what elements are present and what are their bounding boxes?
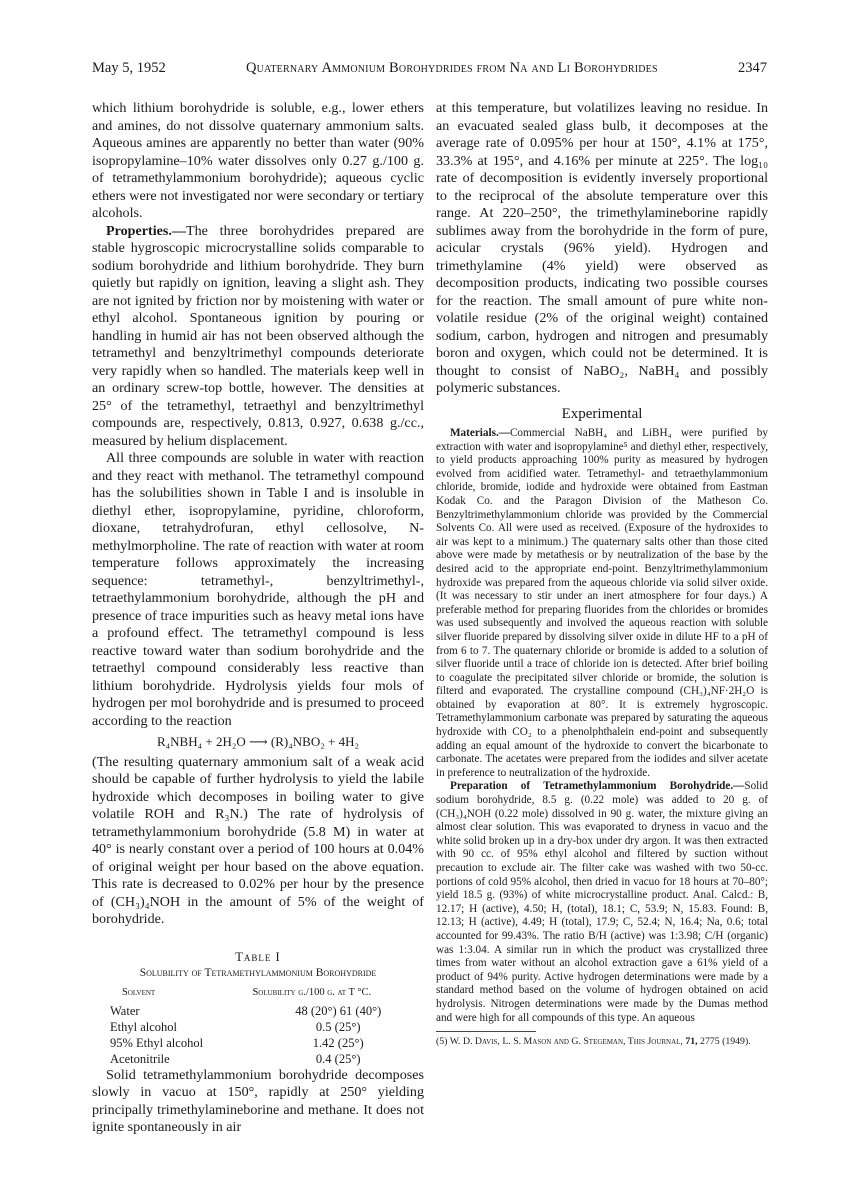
- materials-text: Commercial NaBH₄ and LiBH₄ were purified by extraction with water and isopropylamine⁵ and diethyl ether, respectively, to yield products approaching 100% purity as measured by hydrogen evolved from acidified water. Tetramethyl- and tetraethylammonium chloride, bromide, iodide and hydroxide were obtained from Eastman Kodak Co. and the Paragon Division of the Matheson Co. Benzyltrimethylammonium chloride was provided by the Commercial Solvents Co. All were used as received. (Exposure of the hydroxides to air was kept to a minimum.) The quaternary salts other than those cited above were made by metathesis or by neutralization of the base by the desired acid to the appropriate end-point. Benzyltrimethylammonium hydroxide was prepared from the aqueous chloride via solid silver oxide. (It was necessary to stir under an inert atmosphere for four days.) A preferable method for preparing fluorides from the chlorides or bromides was used subsequently and involved the aqueous reaction with soluble silver fluoride prepared by dissolving silver oxide in dilute HF to a pH of from 6 to 7. The quaternary chloride or bromide is added to a solution of silver fluoride until a trace of chloride ion is detected. After brief boiling to coagulate the precipitated silver chloride or bromide, the solution is filterd and evaporated. The crystalline compound (CH₃)₄NF·2H₂O is obtained by evaporation at 80°. It is extremely hygroscopic. Tetramethylammonium carbonate was prepared by saturating the aqueous hydroxide with CO₂ to a phenolphthalein end-point and subsequently adding an equal amount of the hydroxide to convert the bicarbonate to carbonate. The acetates were prepared from the iodides and silver acetate in preference to neutralization of the hydroxide.: [436, 427, 768, 779]
- preparation-text: Solid sodium borohydride, 8.5 g. (0.22 mole) was added to 20 g. of (CH₃)₄NOH (0.22 mole) dissolved in 90 g. water, the mixture giving an almost clear solution. This was evaporated to dryness in vacuo and the white solid broken up in a dry-box under dry argon. It was then extracted with 90 cc. of 95% ethyl alcohol and filtered by suction without precaution to exclude air. The filter cake was washed with two 50-cc. portions of cold 95% alcohol, then dried in vacuo for 18 hours at 70–80°; yield 18.5 g. (93%) of white microcrystalline product. Anal. Calcd.: B, 12.17; H (active), 4.50; H, (total), 18.1; C, 53.9; N, 15.83. Found: B, 12.13; H (active), 4.49; H (total), 17.9; C, 52.4; N, 16.4; Na, 0.6; total accounted for 99.43%. The ratio B/H (active) was 1:3.98; C/H (organic) was 1:3.04. A similar run in which the product was crystallized three times from water without an alcohol extraction gave a 61% yield of a product of 94% purity. Active hydrogen determinations were made by a standard method based on the volume of hydrogen obtained on acid hydrolysis. Nitrogen determinations were made by the Dumas method and were high for all compounds of this type. An aqueous: [436, 780, 768, 1024]
- footnote-volume: 71,: [685, 1036, 698, 1048]
- table-cell-solvent: 95% Ethyl alcohol: [110, 1035, 204, 1050]
- materials-heading: Materials.—: [450, 427, 510, 439]
- page-number: 2347: [737, 60, 767, 76]
- experimental-heading: Experimental: [561, 405, 643, 422]
- header-date: May 5, 1952: [92, 60, 166, 76]
- running-header: [92, 60, 767, 84]
- table-row: [92, 1051, 424, 1067]
- table-cell-value: 1.42 (25°): [312, 1035, 364, 1050]
- table-row: [92, 1003, 424, 1019]
- right-paragraph-1: at this temperature, but volatilizes leaving no residue. In an evacuated sealed glass bulb, it decomposes at the average rate of 0.095% per hour at 150°, 4.1% at 175°, 33.3% at 195°, and 4.16% per minute at 225°. The log₁₀ rate of decomposition is evidently inversely proportional to the reciprocal of the absolute temperature over this range. At 220–250°, the trimethylamineborine rapidly sublimes away from the borohydride in the form of pure, acicular crystals (96% yield). Hydrogen and trimethylamine (4% yield) were observed as decomposition products, indicating two possible courses for the reaction. The small amount of pure white non-volatile residue (2% of the original weight) contained sodium, carbon, hydrogen and nitrogen and presumably boron and oxygen, which could not be determined. It is thought to consist of NaBO₂, NaBH₄ and possibly polymeric substances.: [436, 100, 768, 396]
- table-title: Solubility of Tetramethylammonium Borohydride: [139, 966, 377, 979]
- properties-paragraph: [92, 223, 424, 451]
- hydrolysis-equation: R₄NBH₄ + 2H₂O ⟶ (R)₄NBO₂ + 4H₂: [156, 734, 360, 749]
- preparation-heading: Preparation of Tetramethylammonium Borohydride.—: [450, 780, 745, 793]
- solubility-table: [92, 985, 424, 1067]
- preparation-paragraph: [436, 780, 768, 1025]
- table-row: [92, 1019, 424, 1035]
- table-cell-value: 48 (20°) 61 (40°): [295, 1003, 382, 1018]
- header-title: Quaternary Ammonium Borohydrides from Na and Li Borohydrides: [245, 60, 658, 76]
- table-row: [92, 1035, 424, 1051]
- left-paragraph-1: which lithium borohydride is soluble, e.g., lower ethers and amines, do not dissolve quaternary ammonium salts. Aqueous amines are apparently no better than water (90% isopropylamine–10% water dissolves only 0.27 g./100 g. of tetramethylammonium borohydride); aqueous cyclic ethers were not investigated nor were secondary or tertiary alcohols.: [92, 100, 424, 221]
- footnote-5: [436, 1036, 768, 1049]
- materials-paragraph: [436, 427, 768, 780]
- footnote-rule: [436, 1031, 536, 1032]
- footnote-pages: 2775 (1949).: [700, 1036, 751, 1048]
- right-column: [436, 100, 768, 1049]
- table-cell-solvent: Ethyl alcohol: [110, 1019, 177, 1034]
- properties-heading: Properties.—: [106, 222, 186, 239]
- hydrolysis-paragraph: (The resulting quaternary ammonium salt of a weak acid should be capable of further hydrolysis to yield the labile hydroxide which decomposes in boiling water to give volatile ROH and R₃N.) The rate of hydrolysis of tetramethylammonium borohydride (5.8 M) in water at 40° is nearly constant over a period of 100 hours at 0.04% of original weight per hour based on the above equation. This rate is decreased to 0.02% per hour by the presence of (CH₃)₄NOH in the amount of 5% of the weight of borohydride.: [92, 753, 424, 927]
- table-cell-solvent: Water: [110, 1003, 140, 1018]
- left-column: [92, 100, 424, 1137]
- table-caption: Table I: [235, 949, 281, 964]
- footnote-text: (5) W. D. Davis, L. S. Mason and G. Stegeman, This Journal,: [436, 1036, 683, 1048]
- table-cell-solvent: Acetonitrile: [110, 1051, 170, 1066]
- table-1: [92, 949, 424, 1067]
- properties-text: The three borohydrides prepared are stable hygroscopic microcrystalline solids comparable to sodium borohydride and lithium borohydride. They burn quietly but rapidly on ignition, leaving a slight ash. They are not ignited by friction nor by moistening with water or ethyl alcohol. Spontaneous ignition by pouring or handling in humid air has not been observed although the tetramethyl and benzyltrimethyl compounds deteriorate very rapidly when so handled. The materials keep well in an ordinary screw-top bottle, however. The densities at 25° of the tetramethyl, tetraethyl and benzyltrimethyl compounds are, respectively, 0.813, 0.927, 0.638 g./cc., measured by helium displacement.: [92, 222, 424, 449]
- solubility-paragraph: All three compounds are soluble in water with reaction and they react with methanol. The tetramethyl compound has the solubilities shown in Table I and is insoluble in diethyl ether, isopropylamine, pyridine, chloroform, dioxane, tetrahydrofuran, ethyl cellosolve, N-methylmorpholine. The rate of reaction with water at room temperature follows approximately the increasing sequence: tetramethyl-, benzyltrimethyl-, tetraethylammonium borohydride, although the pH and presence of trace impurities such as heavy metal ions have a profound effect. The tetramethyl compound is less reactive toward water than sodium borohydride and the tetraethyl compound considerably less reactive than lithium borohydride. Hydrolysis yields four mols of hydrogen per mol borohydride and is presumed to proceed according to the reaction: [92, 450, 425, 729]
- experimental-section: [436, 427, 768, 1025]
- table-header-solvent: Solvent: [122, 986, 156, 998]
- table-header-solubility: Solubility g./100 g. at T °C.: [252, 986, 372, 998]
- table-cell-value: 0.4 (25°): [315, 1051, 361, 1066]
- table-cell-value: 0.5 (25°): [315, 1019, 361, 1034]
- decomposition-paragraph: Solid tetramethylammonium borohydride decomposes slowly in vacuo at 150°, rapidly at 250° yielding principally trimethylamineborine and methane. It does not ignite spontaneously in air: [92, 1066, 424, 1135]
